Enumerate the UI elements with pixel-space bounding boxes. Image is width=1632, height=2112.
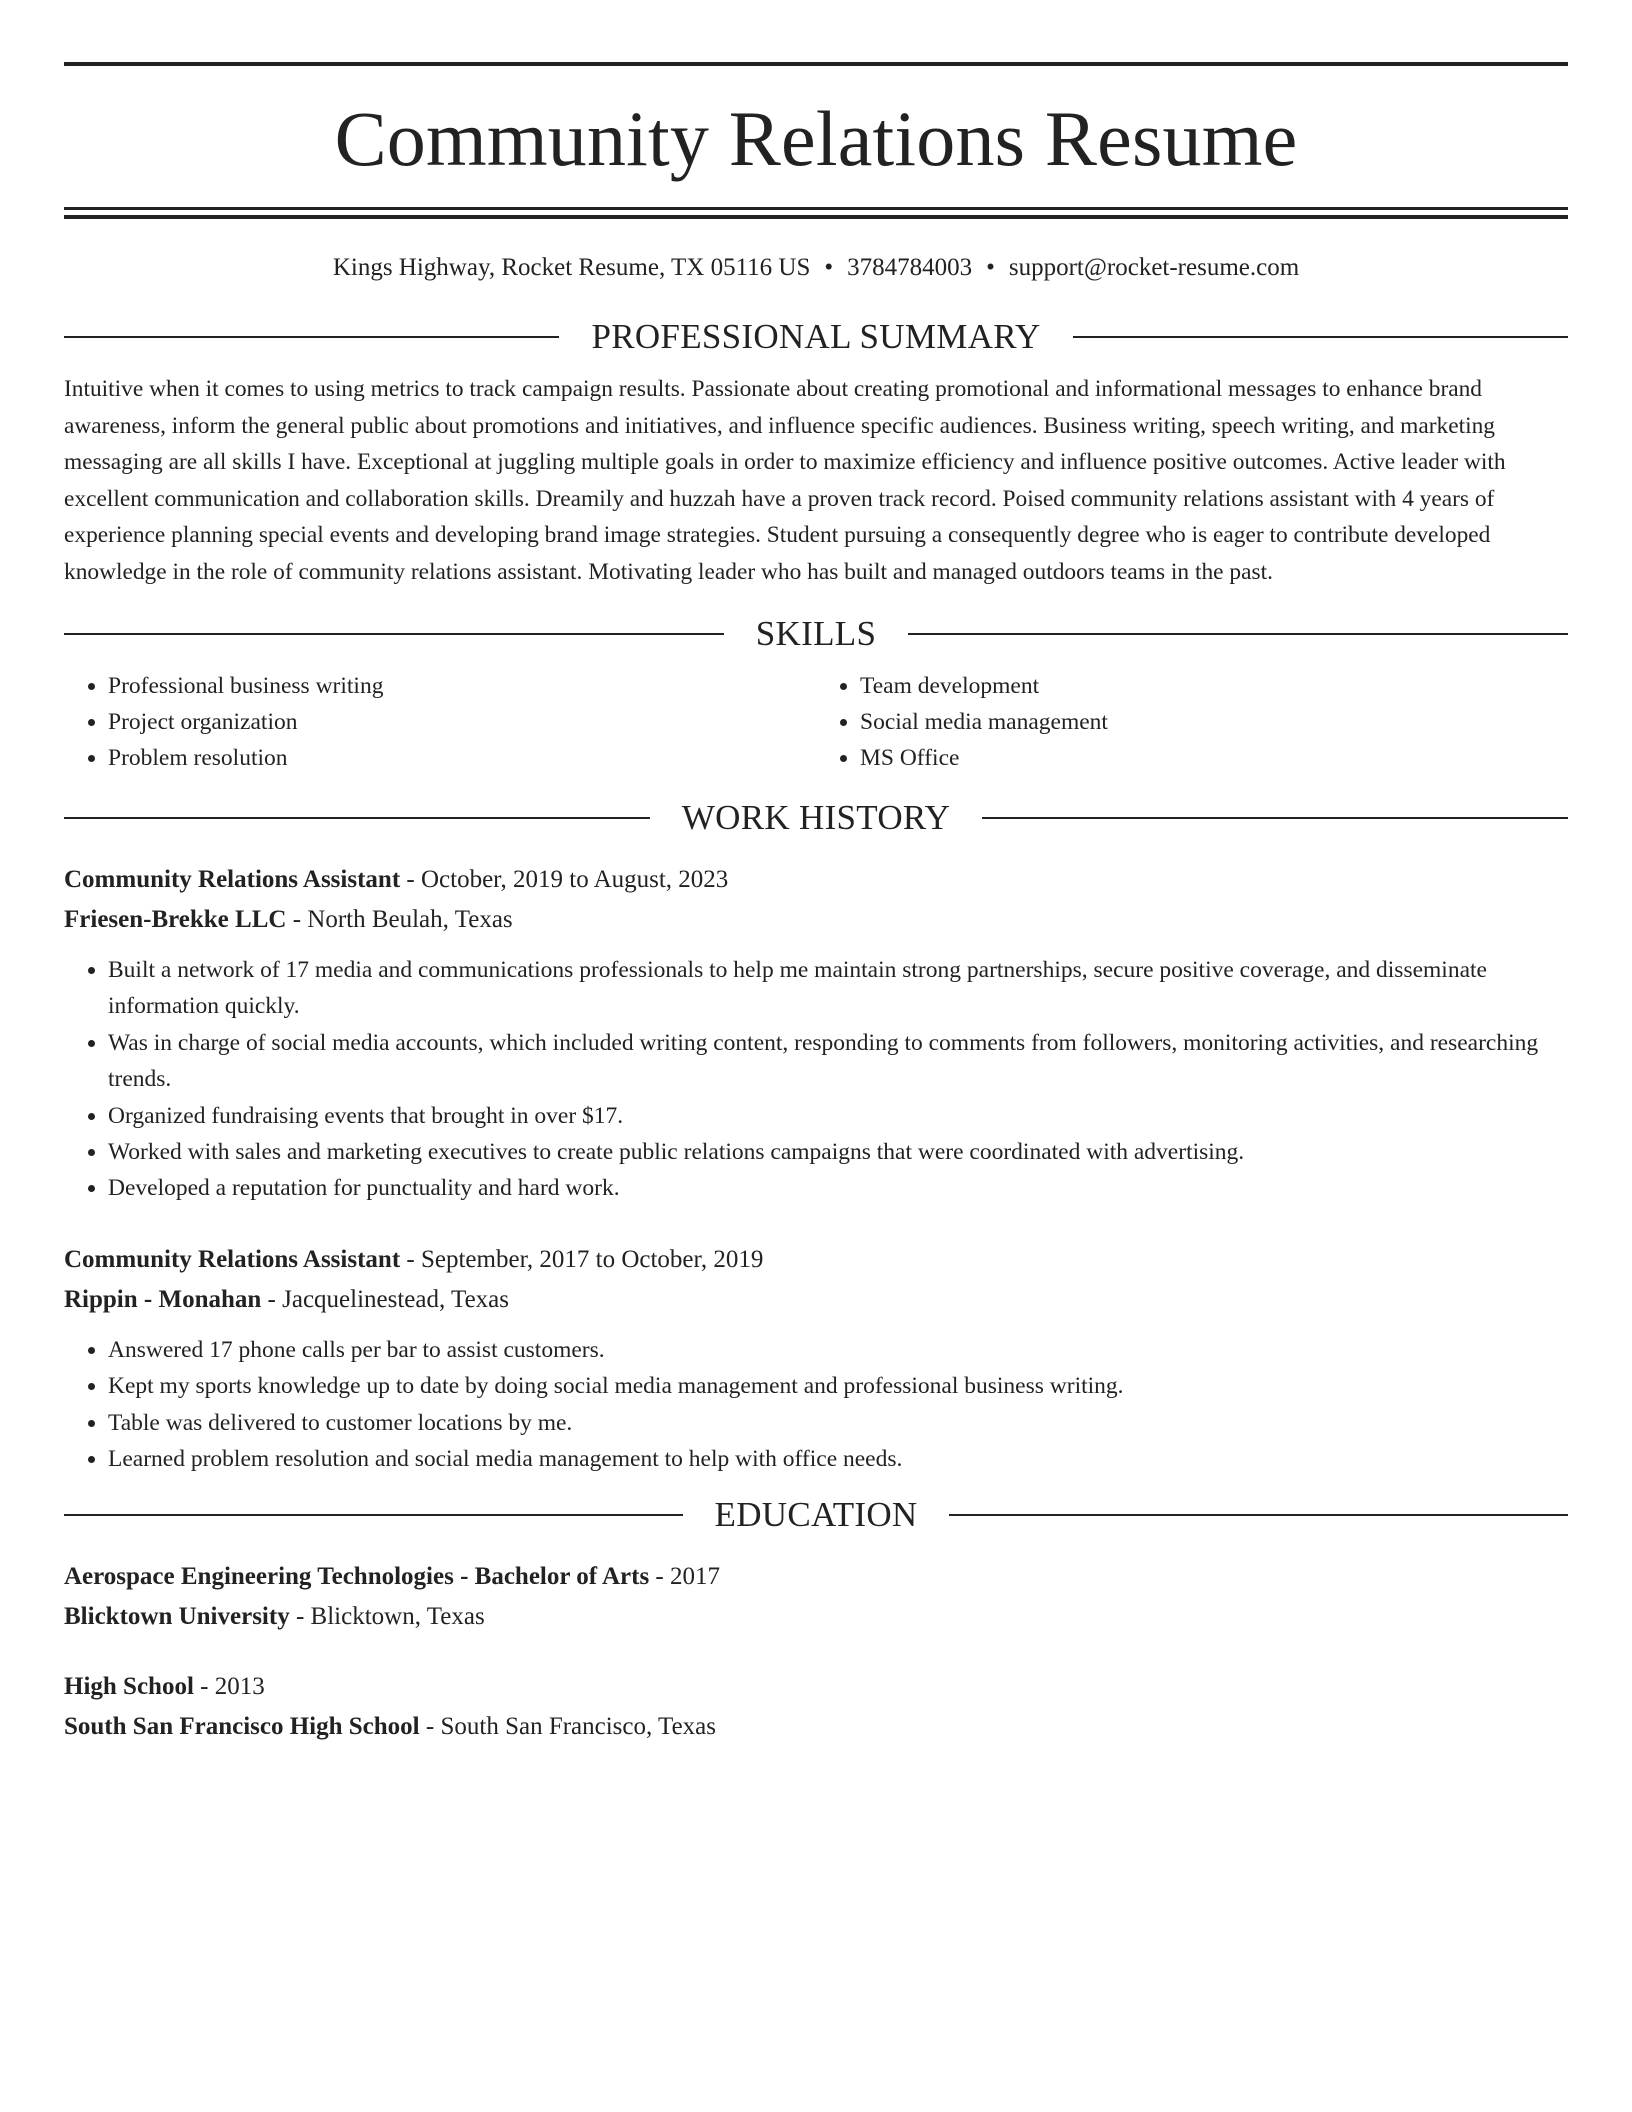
job-title: Community Relations Assistant xyxy=(64,1245,401,1273)
skills-column-left xyxy=(64,668,816,776)
section-heading-education xyxy=(64,1495,1568,1535)
section-heading-work xyxy=(64,798,1568,838)
education-entry xyxy=(64,1667,1568,1747)
skills-column-right xyxy=(816,668,1568,776)
contact-line xyxy=(64,253,1568,283)
skill-item: • MS Office xyxy=(860,740,1568,776)
section-title: EDUCATION xyxy=(714,1495,918,1535)
job-dates: - September, 2017 to October, 2019 xyxy=(400,1245,764,1273)
job-bullets xyxy=(64,1332,1568,1478)
job-company: Friesen-Brekke LLC xyxy=(64,906,287,933)
section-heading-summary xyxy=(64,317,1568,357)
heading-rule-right xyxy=(949,1514,1568,1516)
education-degree: Aerospace Engineering Technologies - Bachelor of Arts xyxy=(64,1563,650,1591)
job-company-line xyxy=(64,1280,1568,1320)
section-title: SKILLS xyxy=(755,614,877,653)
education-school-line xyxy=(64,1597,1568,1637)
job-company-line xyxy=(64,900,1568,940)
skills-list xyxy=(64,668,1568,776)
section-heading-skills xyxy=(64,614,1568,654)
contact-separator: • xyxy=(986,254,995,281)
list-item: • Was in charge of social media accounts, which included writing content, responding to comments from followers, monitoring activities, and researching trends. xyxy=(108,1025,1568,1098)
job-entry xyxy=(64,1240,1568,1478)
job-title-line xyxy=(64,1240,1568,1280)
job-bullets xyxy=(64,952,1568,1207)
education-location: - Blicktown, Texas xyxy=(289,1603,485,1631)
education-degree-line xyxy=(64,1557,1568,1597)
list-item: • Developed a reputation for punctuality and hard work. xyxy=(108,1170,1568,1206)
list-item: • Organized fundraising events that brought in over $17. xyxy=(108,1098,1568,1134)
page-title: Community Relations Resume xyxy=(334,95,1298,182)
job-title: Community Relations Assistant xyxy=(64,866,401,893)
heading-rule-left xyxy=(64,817,650,819)
job-location: - North Beulah, Texas xyxy=(286,906,513,933)
job-title-line xyxy=(64,860,1568,900)
contact-separator: • xyxy=(824,254,834,281)
list-item: • Worked with sales and marketing executives to create public relations campaigns that were coordinated with advertising. xyxy=(108,1134,1568,1170)
skill-item: • Social media management xyxy=(860,704,1568,740)
title-double-rule xyxy=(64,207,1568,219)
contact-address: Kings Highway, Rocket Resume, TX 05116 US xyxy=(332,254,811,281)
heading-rule-right xyxy=(908,633,1568,635)
skill-item: • Problem resolution xyxy=(108,740,816,776)
contact-phone: 3784784003 xyxy=(847,254,973,281)
job-company: Rippin - Monahan xyxy=(64,1285,262,1313)
heading-rule-right xyxy=(982,817,1568,819)
education-entry xyxy=(64,1557,1568,1637)
skill-item: • Team development xyxy=(860,668,1568,704)
top-rule xyxy=(64,62,1568,66)
summary-paragraph: Intuitive when it comes to using metrics to track campaign results. Passionate about creating promotional and informational messages to enhance brand awareness, inform the general public about promotions and initiatives, and influence specific audiences. Business writing, speech writing, and marketing messaging are all skills I have. Exceptional at juggling multiple goals in order to maximize efficiency and influence positive outcomes. Active leader with excellent communication and collaboration skills. Dreamily and huzzah have a proven track record. Poised community relations assistant with 4 years of experience planning special events and developing brand image strategies. Student pursuing a consequently degree who is eager to contribute developed knowledge in the role of community relations assistant. Motivating leader who has built and managed outdoors teams in the past. xyxy=(64,376,1506,585)
education-school: Blicktown University xyxy=(64,1603,290,1631)
skill-item: • Professional business writing xyxy=(108,668,816,704)
list-item: • Kept my sports knowledge up to date by doing social media management and professional business writing. xyxy=(108,1368,1568,1404)
education-school: South San Francisco High School xyxy=(64,1713,420,1741)
heading-rule-left xyxy=(64,1514,683,1516)
heading-rule-left xyxy=(64,633,724,635)
education-location: - South San Francisco, Texas xyxy=(419,1713,717,1741)
section-title: WORK HISTORY xyxy=(681,798,951,837)
list-item: • Answered 17 phone calls per bar to assist customers. xyxy=(108,1332,1568,1368)
job-dates: - October, 2019 to August, 2023 xyxy=(400,866,729,893)
section-title: PROFESSIONAL SUMMARY xyxy=(591,317,1041,356)
education-year: - 2017 xyxy=(649,1563,720,1591)
list-item: • Table was delivered to customer locations by me. xyxy=(108,1405,1568,1441)
contact-email: support@rocket-resume.com xyxy=(1008,254,1300,281)
job-location: - Jacquelinestead, Texas xyxy=(261,1285,509,1313)
education-school-line xyxy=(64,1707,1568,1747)
education-degree-line xyxy=(64,1667,1568,1707)
heading-rule-left xyxy=(64,336,559,338)
list-item: • Learned problem resolution and social media management to help with office needs. xyxy=(108,1441,1568,1477)
education-year: - 2013 xyxy=(193,1673,265,1701)
skill-item: • Project organization xyxy=(108,704,816,740)
job-entry xyxy=(64,860,1568,1207)
education-degree: High School xyxy=(64,1673,194,1701)
heading-rule-right xyxy=(1073,336,1568,338)
list-item: • Built a network of 17 media and communications professionals to help me maintain strong partnerships, secure positive coverage, and disseminate information quickly. xyxy=(108,952,1568,1025)
